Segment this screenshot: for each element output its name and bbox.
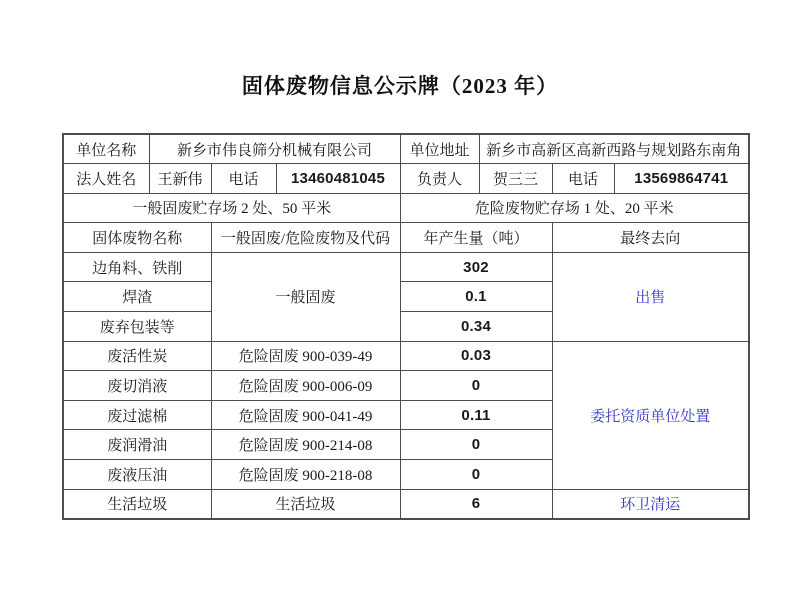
waste-name: 生活垃圾 [63, 489, 211, 519]
unit-address-label: 单位地址 [400, 134, 479, 164]
legal-person-value: 王新伟 [149, 164, 211, 194]
waste-amount: 0.34 [400, 312, 552, 342]
waste-amount: 6 [400, 489, 552, 519]
waste-amount: 0.03 [400, 341, 552, 371]
waste-name: 边角料、铁削 [63, 252, 211, 282]
hazardous-storage-info: 危险废物贮存场 1 处、20 平米 [400, 193, 749, 223]
unit-name-label: 单位名称 [63, 134, 149, 164]
general-storage-info: 一般固废贮存场 2 处、50 平米 [63, 193, 400, 223]
waste-name: 废活性炭 [63, 341, 211, 371]
waste-category: 危险固废 900-218-08 [211, 460, 400, 490]
waste-category: 一般固废 [211, 252, 400, 341]
waste-amount: 0 [400, 460, 552, 490]
row-headers [63, 223, 749, 253]
page-title: 固体废物信息公示牌（2023 年） [241, 74, 559, 98]
waste-amount: 302 [400, 252, 552, 282]
header-waste-name: 固体废物名称 [63, 223, 211, 253]
table-row [63, 341, 749, 371]
manager-label: 负责人 [400, 164, 479, 194]
waste-name: 废润滑油 [63, 430, 211, 460]
waste-name: 废过滤棉 [63, 400, 211, 430]
phone1-value: 13460481045 [276, 164, 400, 194]
manager-value: 贺三三 [479, 164, 552, 194]
waste-notice-table [62, 133, 750, 520]
row-unit-info [63, 134, 749, 164]
header-destination: 最终去向 [552, 223, 749, 253]
table-row [63, 489, 749, 519]
header-annual-amount: 年产生量（吨） [400, 223, 552, 253]
waste-name: 废液压油 [63, 460, 211, 490]
waste-destination: 出售 [552, 252, 749, 341]
waste-category: 危险固废 900-041-49 [211, 400, 400, 430]
waste-amount: 0.1 [400, 282, 552, 312]
waste-amount: 0 [400, 430, 552, 460]
phone1-label: 电话 [211, 164, 276, 194]
waste-amount: 0.11 [400, 400, 552, 430]
waste-destination: 委托资质单位处置 [552, 341, 749, 489]
phone2-label: 电话 [552, 164, 614, 194]
waste-category: 危险固废 900-006-09 [211, 371, 400, 401]
waste-destination: 环卫清运 [552, 489, 749, 519]
waste-category: 危险固废 900-214-08 [211, 430, 400, 460]
waste-name: 焊渣 [63, 282, 211, 312]
table-row [63, 252, 749, 282]
waste-name: 废切消液 [63, 371, 211, 401]
waste-name: 废弃包装等 [63, 312, 211, 342]
row-storage [63, 193, 749, 223]
row-contacts [63, 164, 749, 194]
phone2-value: 13569864741 [614, 164, 749, 194]
header-category-code: 一般固废/危险废物及代码 [211, 223, 400, 253]
waste-amount: 0 [400, 371, 552, 401]
legal-person-label: 法人姓名 [63, 164, 149, 194]
unit-name-value: 新乡市伟良筛分机械有限公司 [149, 134, 400, 164]
waste-category: 生活垃圾 [211, 489, 400, 519]
waste-category: 危险固废 900-039-49 [211, 341, 400, 371]
unit-address-value: 新乡市高新区高新西路与规划路东南角 [479, 134, 749, 164]
